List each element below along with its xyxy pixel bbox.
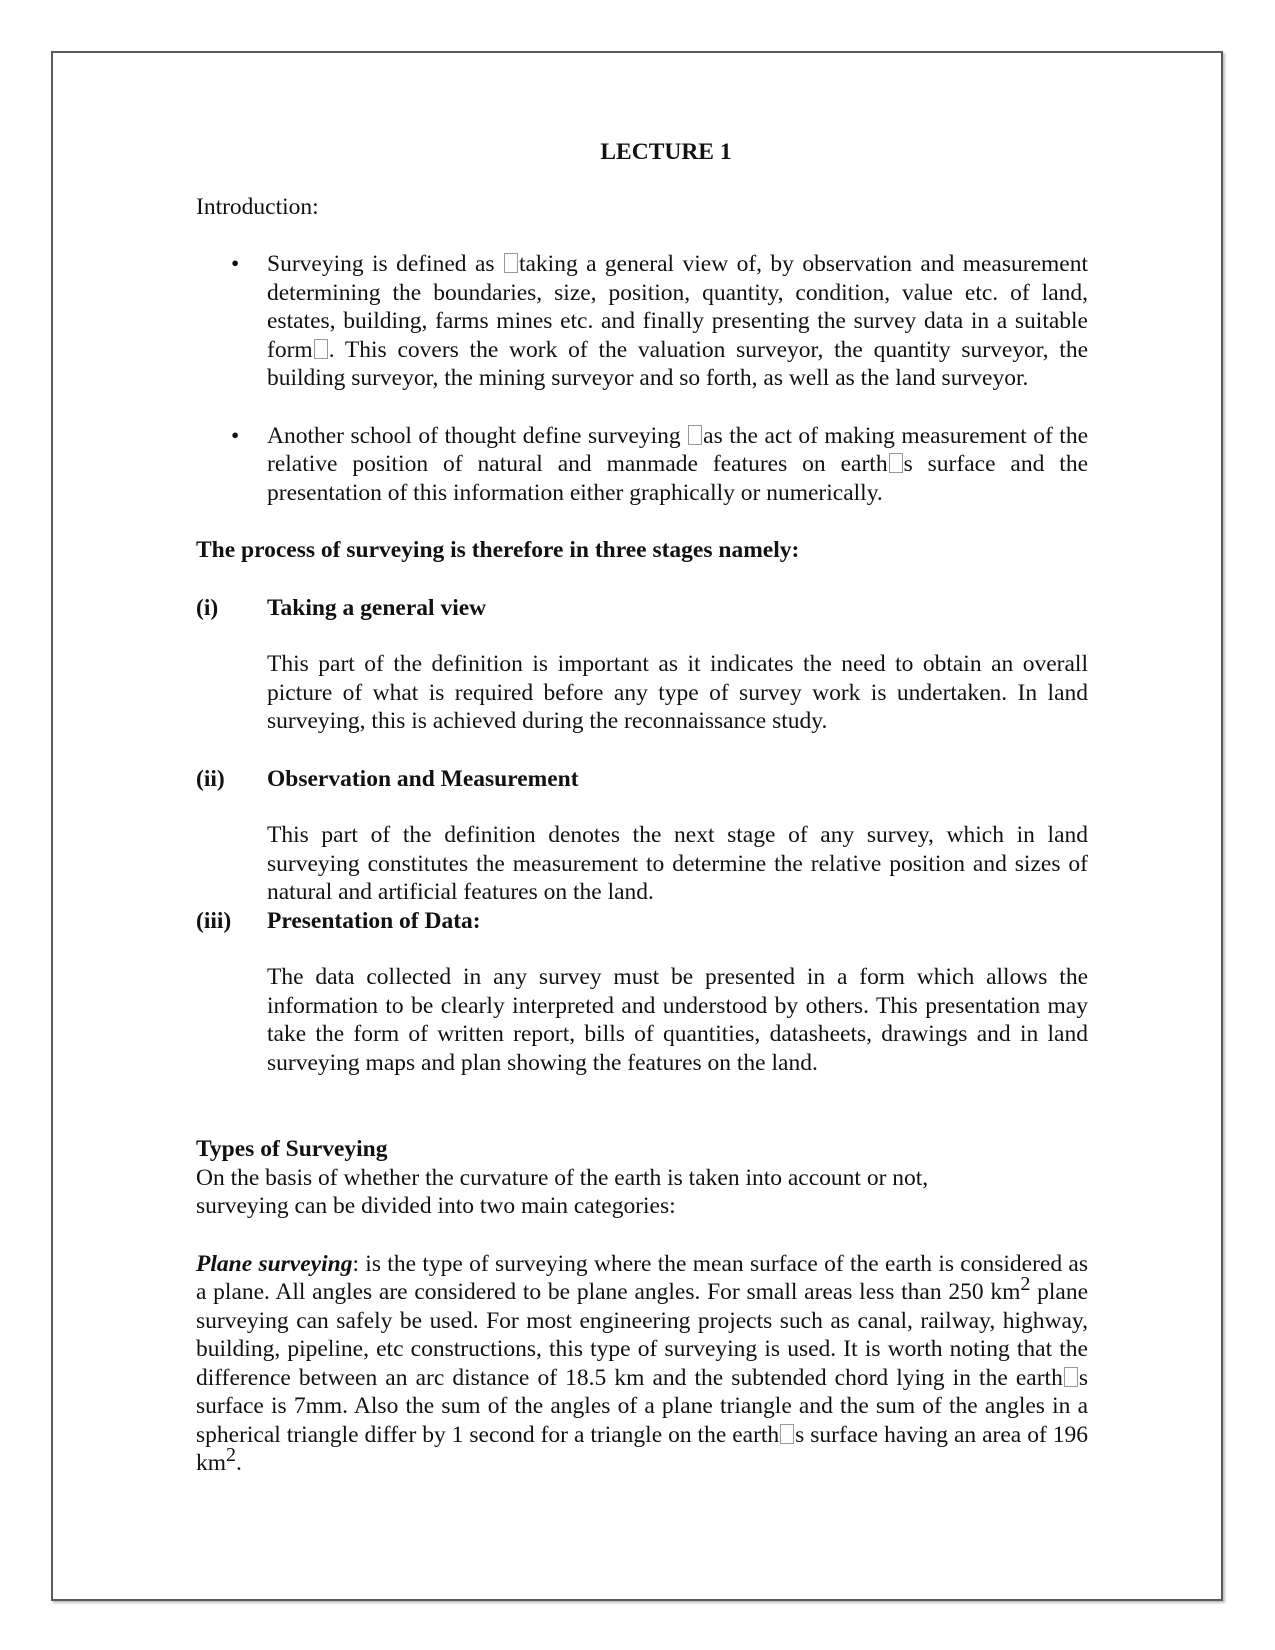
stage-number: (ii): [196, 765, 225, 792]
superscript: 2: [1020, 1273, 1031, 1296]
types-heading: Types of Surveying: [196, 1136, 388, 1162]
stage-number: (iii): [196, 907, 232, 934]
paragraph-text: plane surveying can safely be used. For most engineering projects such as canal, railway, highway, building, pipeline, etc constructions, this type of surveying is used. It is worth noting that the difference between an arc distance of 18.5 km and the subtended chord lying in the earth: [196, 1279, 1089, 1391]
document-body: [196, 138, 1088, 1478]
types-lead-line: On the basis of whether the curvature of the earth is taken into account or not,: [196, 1164, 929, 1191]
bullet-icon: •: [231, 251, 240, 277]
paragraph-text: : is the type of surveying where the mean surface of the earth is considered as a plane. All angles are considered to be plane angles. For small areas less than 250 km: [196, 1250, 1088, 1305]
stage-title: Presentation of Data:: [267, 907, 481, 934]
bullet-text: taking a general view of, by observation and measurement determining the boundaries, size, position, quantity, condition, value etc. of land, estates, building, farms mines etc. and finally presenting the survey data in a suitable form: [267, 251, 1088, 363]
list-item: [196, 250, 1088, 393]
missing-glyph-icon: [314, 339, 328, 359]
types-lead-line: surveying can be divided into two main categories:: [196, 1193, 676, 1219]
stage-title: Observation and Measurement: [267, 765, 579, 792]
bullet-text: s surface and the presentation of this information either graphically or numerically.: [267, 451, 1088, 506]
paragraph-text: .: [236, 1450, 242, 1476]
bullet-icon: •: [231, 422, 240, 449]
missing-glyph-icon: [780, 1424, 794, 1444]
stage-number: (i): [196, 594, 219, 621]
plane-surveying-paragraph: [196, 1250, 1088, 1478]
page-title: LECTURE 1: [600, 139, 732, 165]
bullet-text: Another school of thought define surveying: [267, 422, 688, 449]
missing-glyph-icon: [688, 425, 702, 445]
intro-label: Introduction:: [196, 193, 319, 220]
stage-body: This part of the definition is important as it indicates the need to obtain an overall picture of what is required before any type of survey work is undertaken. In land surveying, this is achieved during the reconnaissance study.: [267, 651, 1088, 734]
stage-iii: [196, 907, 1088, 1078]
intro-bullet-list: [196, 250, 1088, 507]
stage-body: This part of the definition denotes the next stage of any survey, which in land surveying constitutes the measurement to determine the relative position and sizes of natural and artificial features on the land.: [267, 822, 1088, 905]
stage-i: [196, 594, 1088, 736]
missing-glyph-icon: [504, 253, 518, 273]
process-heading: The process of surveying is therefore in three stages namely:: [196, 537, 800, 563]
paragraph-text: s surface is 7mm. Also the sum of the angles of a plane triangle and the sum of the angles in a spherical triangle differ by 1 second for a triangle on the earth: [196, 1364, 1088, 1448]
plane-surveying-term: Plane surveying: [196, 1250, 353, 1277]
stage-title: Taking a general view: [267, 594, 487, 621]
list-item: [196, 422, 1088, 508]
bullet-text: . This covers the work of the valuation surveyor, the quantity surveyor, the building surveyor, the mining surveyor and so forth, as well as the land surveyor.: [267, 336, 1088, 391]
paragraph-text: s surface having an area of 196 km: [196, 1421, 1088, 1476]
bullet-text: Surveying is defined as: [267, 251, 503, 277]
bullet-text: as the act of making measurement of the relative position of natural and manmade features on earth: [267, 422, 1089, 477]
stage-body: The data collected in any survey must be presented in a form which allows the information to be clearly interpreted and understood by others. This presentation may take the form of written report, bills of quantities, datasheets, drawings and in land surveying maps and plan showing the features on the land.: [267, 964, 1088, 1076]
stage-ii: [196, 765, 1088, 907]
missing-glyph-icon: [1064, 1367, 1078, 1387]
missing-glyph-icon: [889, 453, 903, 473]
superscript: 2: [226, 1444, 237, 1467]
